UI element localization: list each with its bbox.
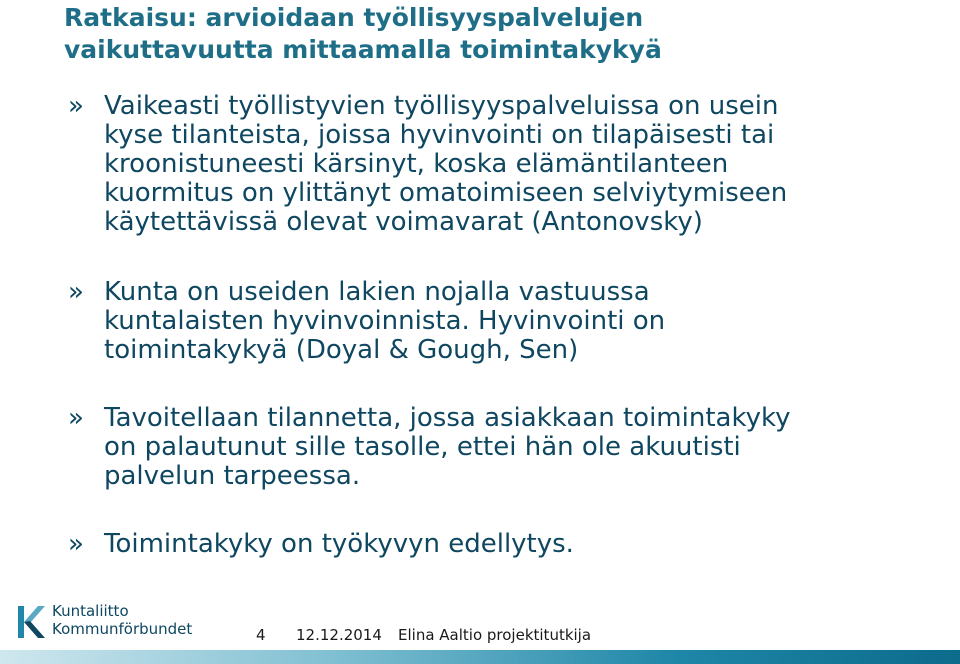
bullet-item — [68, 404, 948, 491]
bullet-item — [68, 92, 948, 237]
slide-title — [64, 2, 944, 66]
page-number: 4 — [256, 626, 266, 644]
kuntaliitto-logo-icon — [14, 604, 46, 640]
bullet-text: Toimintakyky on työkyvyn edellytys. — [104, 529, 574, 559]
slide-title-line-2: vaikuttavuutta mittaamalla toimintakykyä — [64, 35, 662, 64]
bullet-text: Tavoitellaan tilannetta, jossa asiakkaan toimintakyky on palautunut sille tasolle, ettei hän ole akuutisti palvelun tarpeessa. — [104, 403, 791, 491]
logo-text-line-2: Kommunförbundet — [52, 620, 193, 638]
kuntaliitto-logo — [14, 600, 194, 644]
logo-text-line-1: Kuntaliitto — [52, 602, 129, 620]
footer-bar — [0, 650, 960, 664]
bullet-marker: » — [68, 403, 84, 433]
bullet-item — [68, 278, 948, 365]
bullet-text: Kunta on useiden lakien nojalla vastuussa kuntalaisten hyvinvoinnista. Hyvinvointi on toimintakykyä (Doyal & Gough, Sen) — [104, 277, 666, 365]
bullet-text: Vaikeasti työllistyvien työllisyyspalveluissa on usein kyse tilanteista, joissa hyvinvointi on tilapäisesti tai kroonistuneesti kärsinyt, koska elämäntilanteen kuormitus on ylittänyt omatoimiseen selviytymiseen käytettävissä olevat voimavarat (Antonovsky) — [104, 91, 788, 237]
bullet-marker: » — [68, 529, 84, 559]
footer-author: Elina Aaltio projektitutkija — [398, 626, 592, 644]
bullet-marker: » — [68, 91, 84, 121]
footer-date: 12.12.2014 — [296, 626, 382, 644]
bullet-marker: » — [68, 277, 84, 307]
slide-title-line-1: Ratkaisu: arvioidaan työllisyyspalvelujen — [64, 3, 644, 32]
bullet-item — [68, 530, 948, 559]
